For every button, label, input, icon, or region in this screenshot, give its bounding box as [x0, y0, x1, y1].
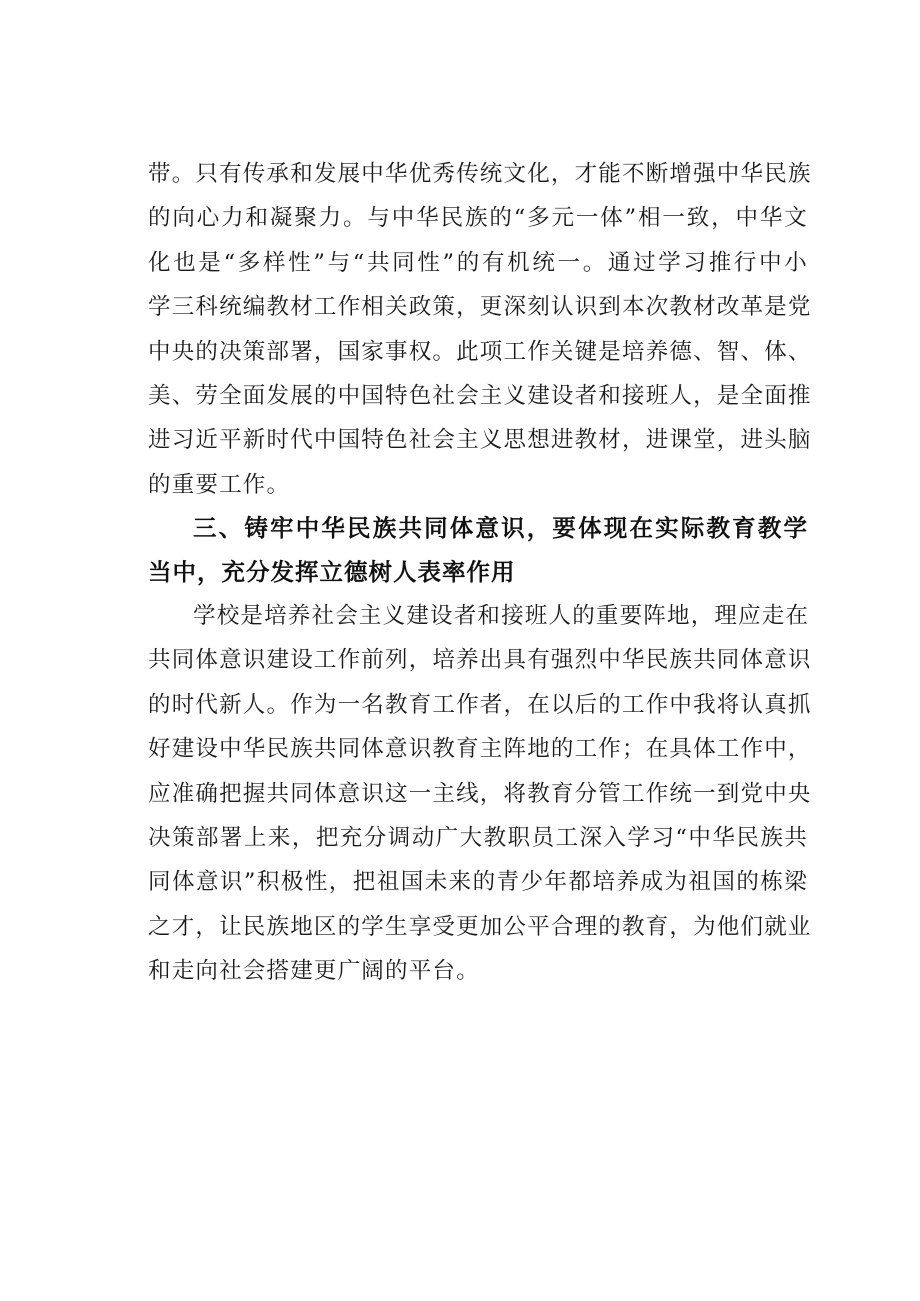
paragraph-1 [148, 152, 812, 507]
text-line: 学校是培养社会主义建设者和接班人的重要阵地，理应走在 [193, 603, 810, 629]
heading-line: 三、铸牢中华民族共同体意识，要体现在实际教育教学 [193, 514, 808, 542]
text-line: 中央的决策部署，国家事权。此项工作关键是培养德、智、体、 [148, 338, 812, 365]
text-line: 之才，让民族地区的学生享受更加公平合理的教育，为他们就业 [148, 913, 812, 940]
text-line: 共同体意识建设工作前列，培养出具有强烈中华民族共同体意识 [148, 647, 812, 674]
text-line: 同体意识”积极性，把祖国未来的青少年都培养成为祖国的栋梁 [148, 869, 808, 896]
text-line: 应准确把握共同体意识这一主线，将教育分管工作统一到党中央 [148, 780, 812, 807]
text-line: 好建设中华民族共同体意识教育主阵地的工作；在具体工作中， [148, 736, 812, 763]
text-line: 学三科统编教材工作相关政策，更深刻认识到本次教材改革是党 [148, 294, 812, 321]
text-line: 的向心力和凝聚力。与中华民族的“多元一体”相一致，中华文 [148, 205, 808, 232]
text-line: 的重要工作。 [148, 471, 291, 498]
text-line: 化也是“多样性”与“共同性”的有机统一。通过学习推行中小 [148, 249, 808, 276]
section-heading-3 [148, 506, 808, 595]
text-line: 美、劳全面发展的中国特色社会主义建设者和接班人，是全面推 [148, 382, 812, 409]
text-line: 和走向社会搭建更广阔的平台。 [148, 958, 480, 985]
text-line: 带。只有传承和发展中华优秀传统文化，才能不断增强中华民族 [148, 161, 812, 187]
heading-line: 当中，充分发挥立德树人表率作用 [148, 558, 516, 587]
paragraph-2 [148, 594, 812, 994]
text-line: 决策部署上来，把充分调动广大教职员工深入学习“中华民族共 [148, 824, 808, 851]
text-line: 进习近平新时代中国特色社会主义思想进教材，进课堂，进头脑 [148, 427, 812, 454]
text-line: 的时代新人。作为一名教育工作者，在以后的工作中我将认真抓 [148, 691, 812, 718]
